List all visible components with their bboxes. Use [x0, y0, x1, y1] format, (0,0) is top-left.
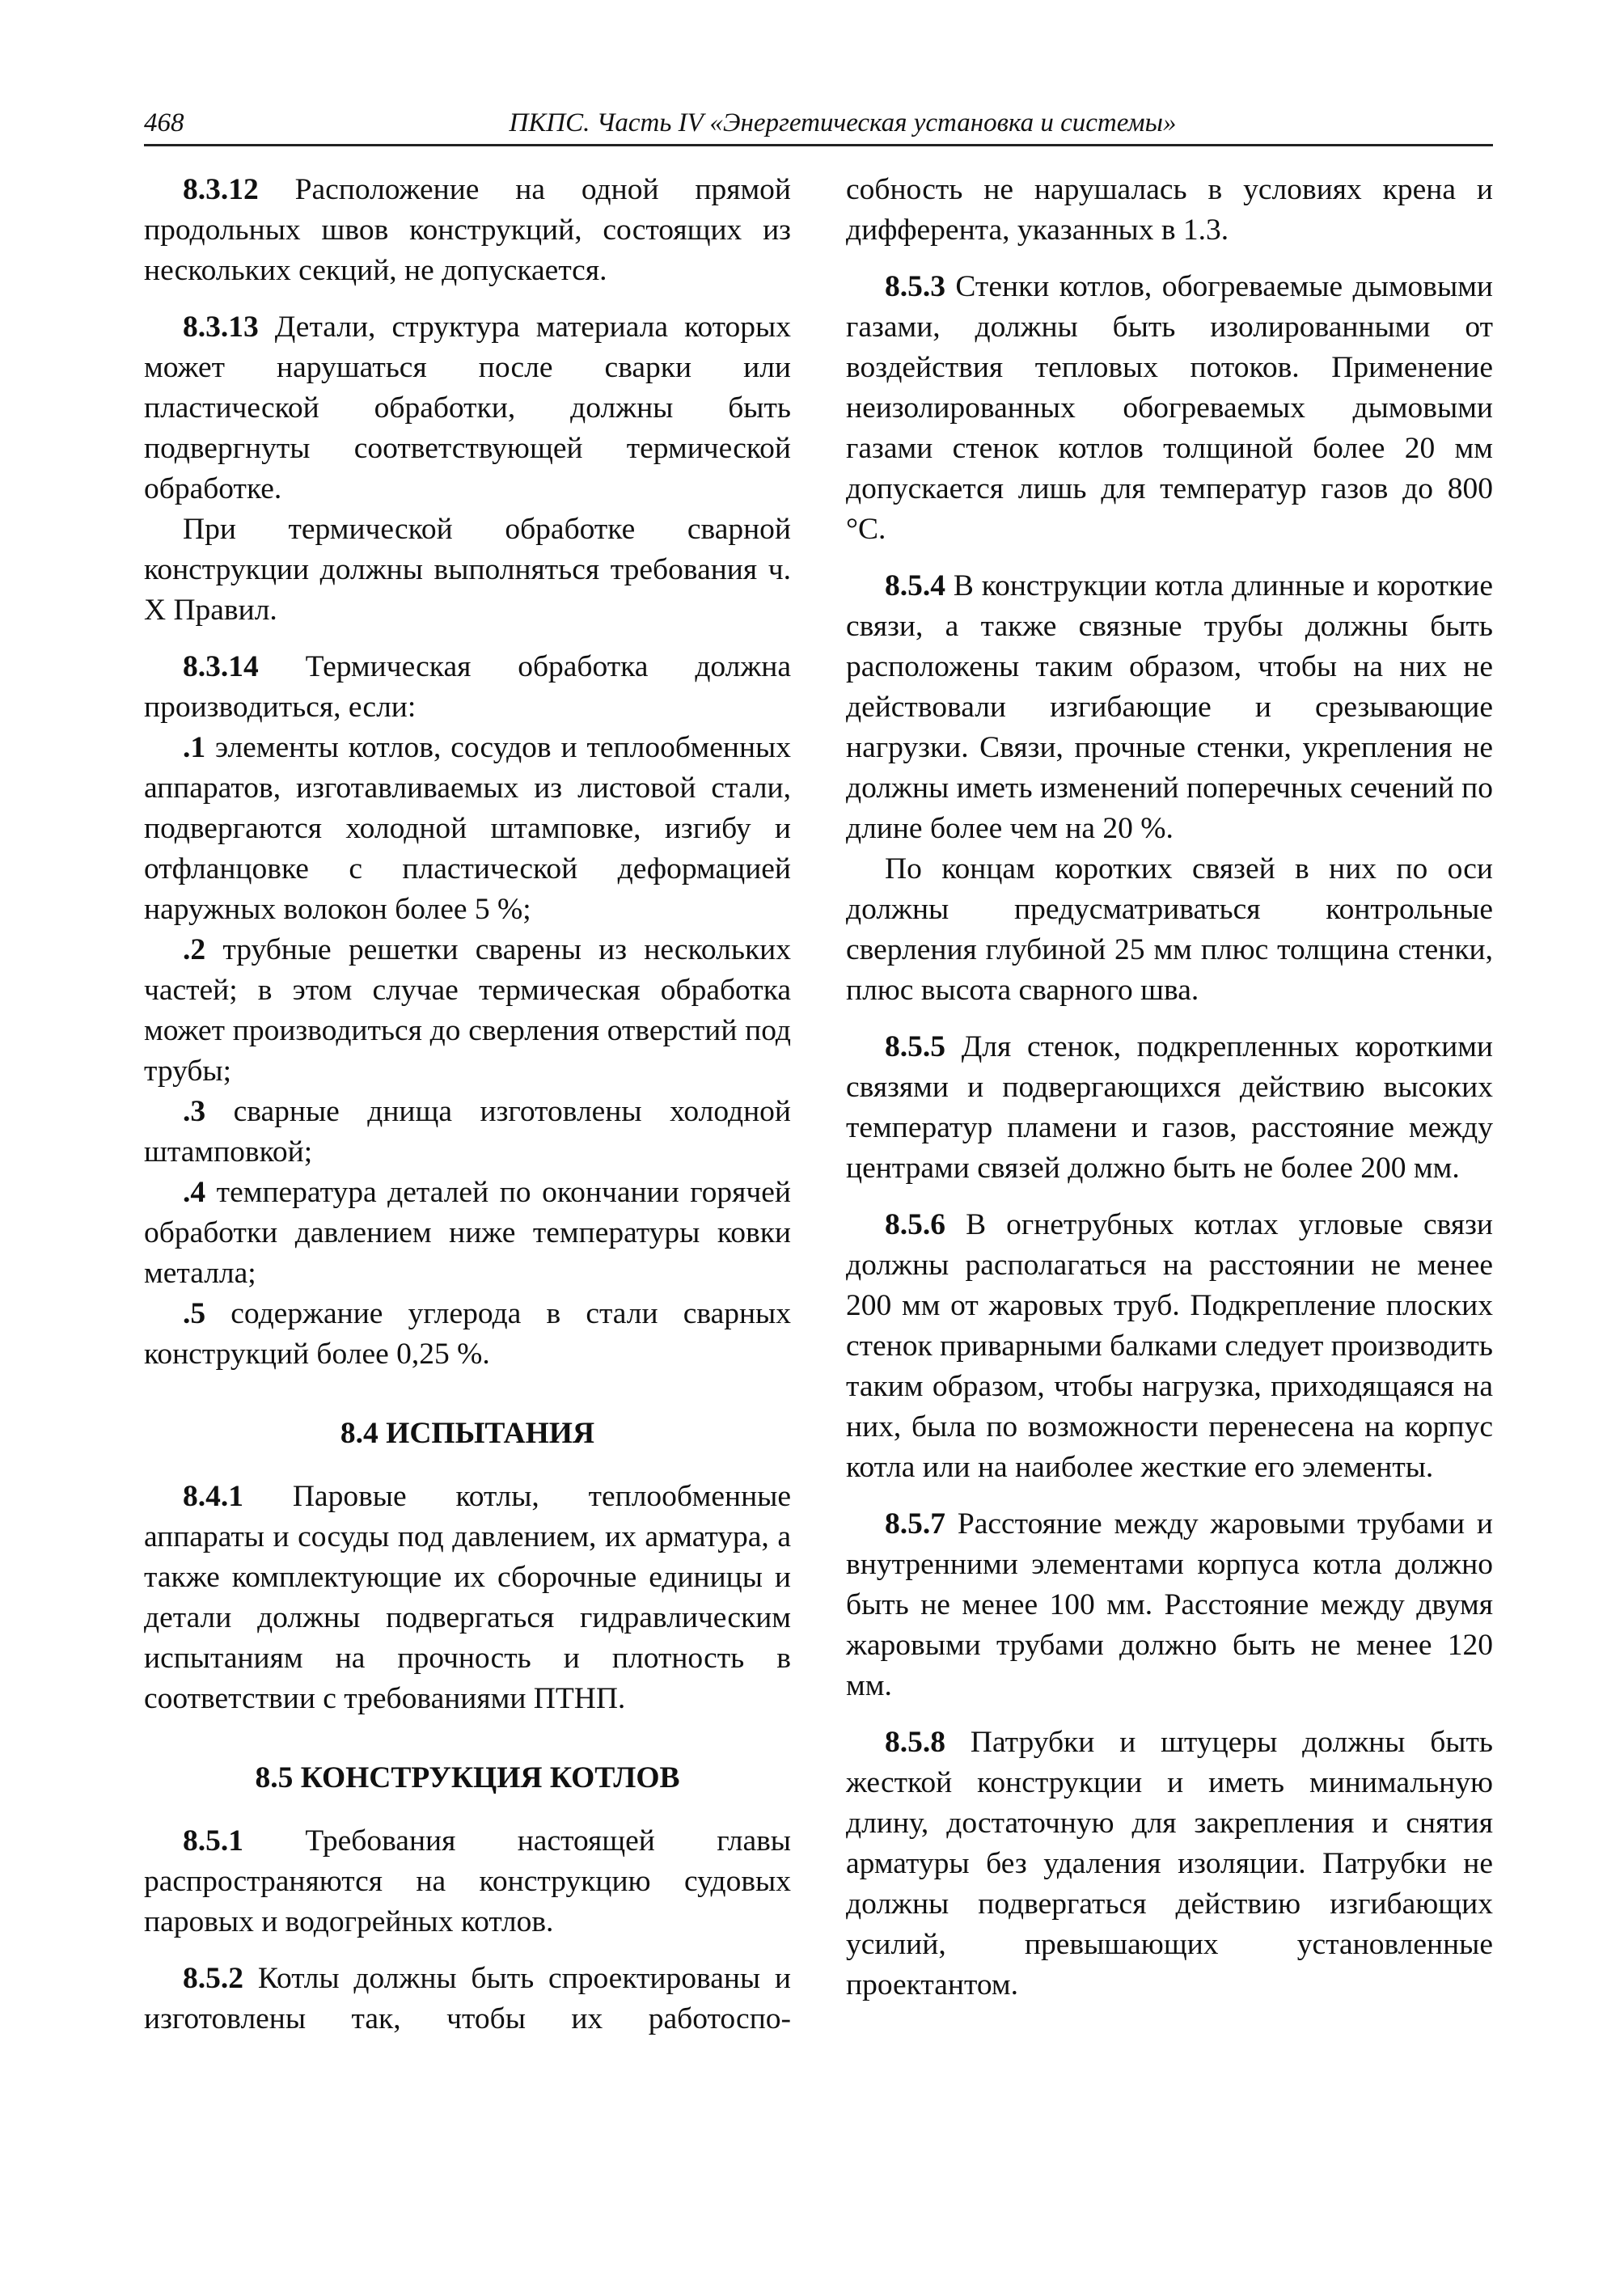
- clause-text: Расстояние между жаровыми трубами и внутренними элементами корпуса котла должно быть не менее 100 мм. Расстояние между двумя жаровыми трубами должно быть не менее 120 мм.: [846, 1507, 1493, 1702]
- list-item-1: [144, 728, 791, 930]
- clause-number: 8.5.2: [183, 1962, 243, 1995]
- clause-text: Для стенок, подкрепленных короткими связями и подвергающихся действию высоких температур пламени и газов, расстояние между центрами связей должно быть не более 200 мм.: [846, 1030, 1493, 1185]
- section-heading-8-4: 8.4 ИСПЫТАНИЯ: [340, 1417, 595, 1450]
- clause-text: В огнетрубных котлах угловые связи должны располагаться на расстоянии не менее 200 мм от жаровых труб. Подкрепление плоских стенок приварными балками следует производить таким образом, чтобы нагрузка, приходящаяся на них, была по возможности перенесена на корпус котла или на наиболее жесткие его элементы.: [846, 1208, 1493, 1484]
- clause-text: Патрубки и штуцеры должны быть жесткой конструкции и иметь минимальную длину, достаточную для закрепления и снятия арматуры без удаления изоляции. Патрубки не должны подвергаться действию изгибающих усилий, превышающих установленные проектантом.: [846, 1726, 1493, 2001]
- clause-number: 8.4.1: [183, 1480, 243, 1513]
- paragraph-8-5-5: [846, 1027, 1493, 1189]
- item-text: содержание углерода в стали сварных конструкций более 0,25 %.: [144, 1297, 791, 1371]
- clause-text: Паровые котлы, теплообменные аппараты и сосуды под давлением, их арматура, а также комплектующие их сборочные единицы и детали должны подвергаться гидравлическим испытаниям на прочность и плотность в соответствии с требованиями ПТНП.: [144, 1480, 791, 1715]
- clause-number: 8.5.8: [885, 1726, 945, 1759]
- clause-number: 8.3.13: [183, 311, 259, 344]
- right-column: [846, 170, 1493, 2022]
- item-number: .5: [183, 1297, 206, 1330]
- list-item-5: [144, 1294, 791, 1375]
- paragraph-8-5-8: [846, 1722, 1493, 2006]
- item-text: трубные решетки сварены из нескольких частей; в этом случае термическая обработка может производиться до сверления отверстий под трубы;: [144, 933, 791, 1088]
- paragraph-8-4-1: [144, 1477, 791, 1719]
- list-item-3: [144, 1092, 791, 1173]
- paragraph-8-5-1: [144, 1821, 791, 1942]
- paragraph-8-3-13-note: При термической обработке сварной конструкции должны выполняться требования ч. X Правил.: [144, 513, 791, 627]
- paragraph-8-5-3: [846, 267, 1493, 550]
- clause-number: 8.5.6: [885, 1208, 945, 1241]
- paragraph-8-3-13: [144, 307, 791, 509]
- running-title: ПКПС. Часть IV «Энергетическая установка и системы»: [509, 108, 1177, 137]
- clause-text: Термическая обработка должна производиться, если:: [144, 650, 791, 724]
- clause-text: Требования настоящей главы распространяются на конструкцию судовых паровых и водогрейных котлов.: [144, 1824, 791, 1938]
- item-number: .4: [183, 1176, 206, 1209]
- clause-number: 8.5.4: [885, 569, 945, 602]
- clause-text: Расположение на одной прямой продольных швов конструкций, состоящих из нескольких секций, не допускается.: [144, 173, 791, 287]
- clause-number: 8.5.1: [183, 1824, 243, 1858]
- paragraph-8-3-12: [144, 170, 791, 291]
- list-item-4: [144, 1173, 791, 1294]
- paragraph-8-5-6: [846, 1205, 1493, 1488]
- item-number: .2: [183, 933, 206, 966]
- section-heading-8-5: 8.5 КОНСТРУКЦИЯ КОТЛОВ: [255, 1761, 680, 1794]
- clause-number: 8.5.5: [885, 1030, 945, 1063]
- clause-number: 8.5.3: [885, 270, 945, 303]
- paragraph-8-5-4: [846, 566, 1493, 849]
- paragraph-8-5-7: [846, 1504, 1493, 1706]
- clause-number: 8.3.14: [183, 650, 259, 683]
- clause-number: 8.3.12: [183, 173, 259, 206]
- paragraph-8-5-2: [144, 1959, 791, 2039]
- page-number: 468: [144, 108, 184, 137]
- paragraph-8-5-2-continued: собность не нарушалась в условиях крена и дифферента, указанных в 1.3.: [846, 173, 1493, 247]
- item-text: сварные днища изготовлены холодной штамповкой;: [144, 1095, 791, 1169]
- clause-text: Стенки котлов, обогреваемые дымовыми газами, должны быть изолированными от воздействия тепловых потоков. Применение неизолированных обогреваемых дымовыми газами стенок котлов толщиной более 20 мм допускается лишь для температур газов до 800 °С.: [846, 270, 1493, 546]
- page-header: [144, 107, 1493, 146]
- left-column: [144, 170, 791, 2056]
- clause-text: В конструкции котла длинные и короткие связи, а также связные трубы должны быть расположены таким образом, чтобы на них не действовали изгибающие и срезывающие нагрузки. Связи, прочные стенки, укрепления не должны иметь изменений поперечных сечений по длине более чем на 20 %.: [846, 569, 1493, 845]
- list-item-2: [144, 930, 791, 1092]
- clause-number: 8.5.7: [885, 1507, 945, 1541]
- paragraph-8-3-14: [144, 647, 791, 728]
- item-number: .1: [183, 731, 206, 764]
- item-text: элементы котлов, сосудов и теплообменных аппаратов, изготавливаемых из листовой стали, подвергаются холодной штамповке, изгибу и отфланцовке с пластической деформацией наружных волокон более 5 %;: [144, 731, 791, 926]
- item-number: .3: [183, 1095, 206, 1128]
- item-text: температура деталей по окончании горячей обработки давлением ниже температуры ковки металла;: [144, 1176, 791, 1290]
- clause-text: Детали, структура материала которых может нарушаться после сварки или пластической обработки, должны быть подвергнуты соответствующей термической обработке.: [144, 311, 791, 505]
- paragraph-8-5-4-note: По концам коротких связей в них по оси должны предусматриваться контрольные сверления глубиной 25 мм плюс толщина стенки, плюс высота сварного шва.: [846, 852, 1493, 1007]
- clause-text: Котлы должны быть спроектированы и изготовлены так, чтобы их работоспо-: [144, 1962, 791, 2035]
